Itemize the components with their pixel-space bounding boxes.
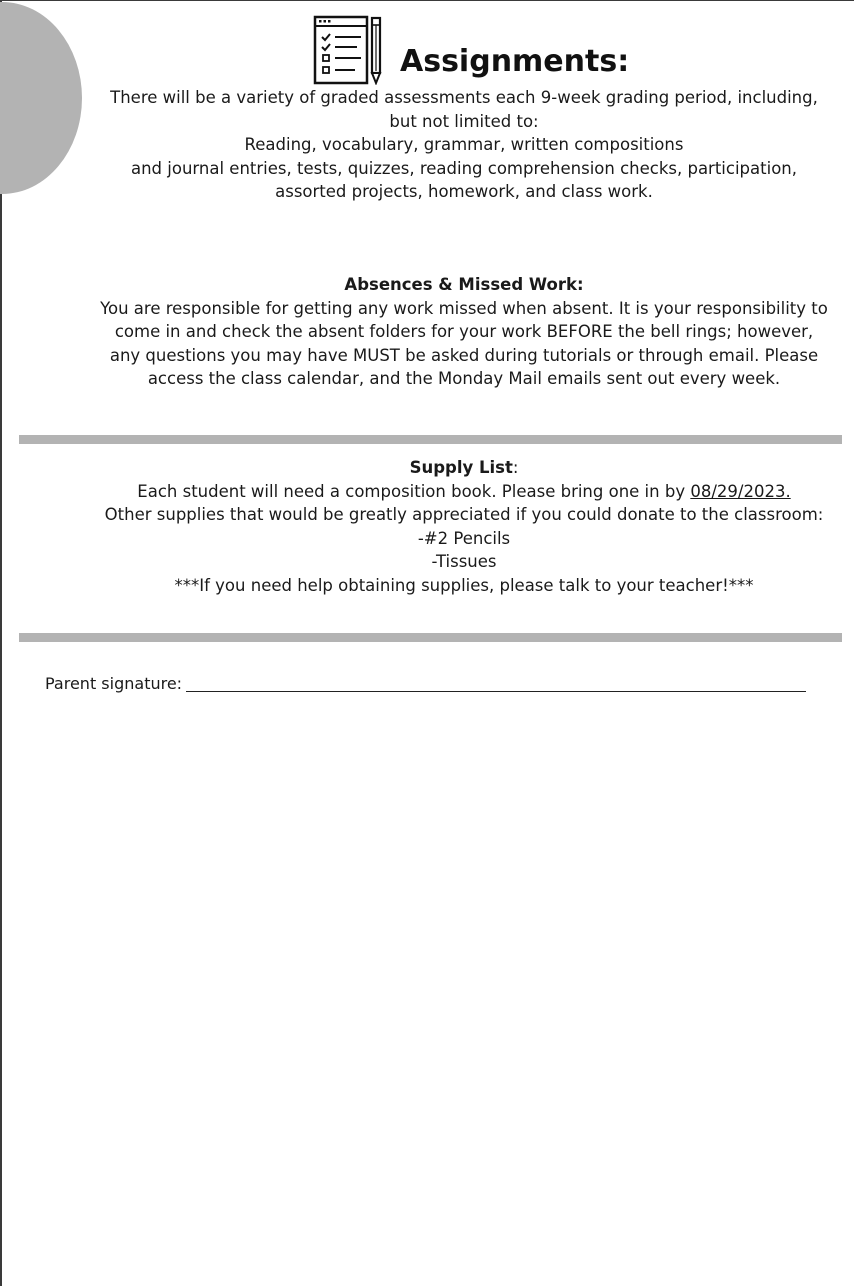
due-date: 08/29/2023. [690, 481, 791, 501]
assignments-line: and journal entries, tests, quizzes, reading comprehension checks, participation, assorted projects, homework, and class work. [130, 158, 797, 201]
decorative-circle [0, 2, 82, 194]
supply-section [100, 456, 828, 597]
supply-item: -Tissues [431, 552, 497, 571]
supply-item: -#2 Pencils [417, 528, 511, 548]
signature-line[interactable] [186, 691, 806, 692]
assignments-section [100, 86, 828, 204]
checklist-with-pencil-icon [313, 15, 385, 85]
supply-help-note: ***If you need help obtaining supplies, please talk to your teacher!*** [174, 575, 754, 595]
supply-heading-row [100, 456, 828, 480]
absences-section [100, 273, 828, 391]
supply-intro-row [100, 480, 828, 504]
supply-heading-colon: : [512, 458, 519, 477]
page-title: Assignments: [400, 44, 630, 79]
supply-heading: Supply List [409, 458, 513, 477]
assignments-line: There will be a variety of graded assessments each 9-week grading period, including, but not limited to: [110, 88, 818, 131]
signature-row [45, 673, 820, 695]
absences-body: You are responsible for getting any work missed when absent. It is your responsibility to come in and check the absent folders for your work BEFORE the bell rings; however, any questions you may have MUST be asked during tutorials or through email. Please access the class calendar, and the Monday Mail emails sent out every week. [100, 298, 828, 388]
absences-heading: Absences & Missed Work: [344, 275, 584, 294]
signature-label: Parent signature: [45, 674, 183, 693]
supply-intro: Each student will need a composition book. Please bring one in by [137, 481, 691, 501]
section-divider [19, 435, 842, 444]
assignments-line: Reading, vocabulary, grammar, written compositions [244, 135, 684, 154]
supply-donate: Other supplies that would be greatly appreciated if you could donate to the classroom: [104, 505, 824, 524]
section-divider [19, 633, 842, 642]
page-top-border [0, 0, 854, 1]
